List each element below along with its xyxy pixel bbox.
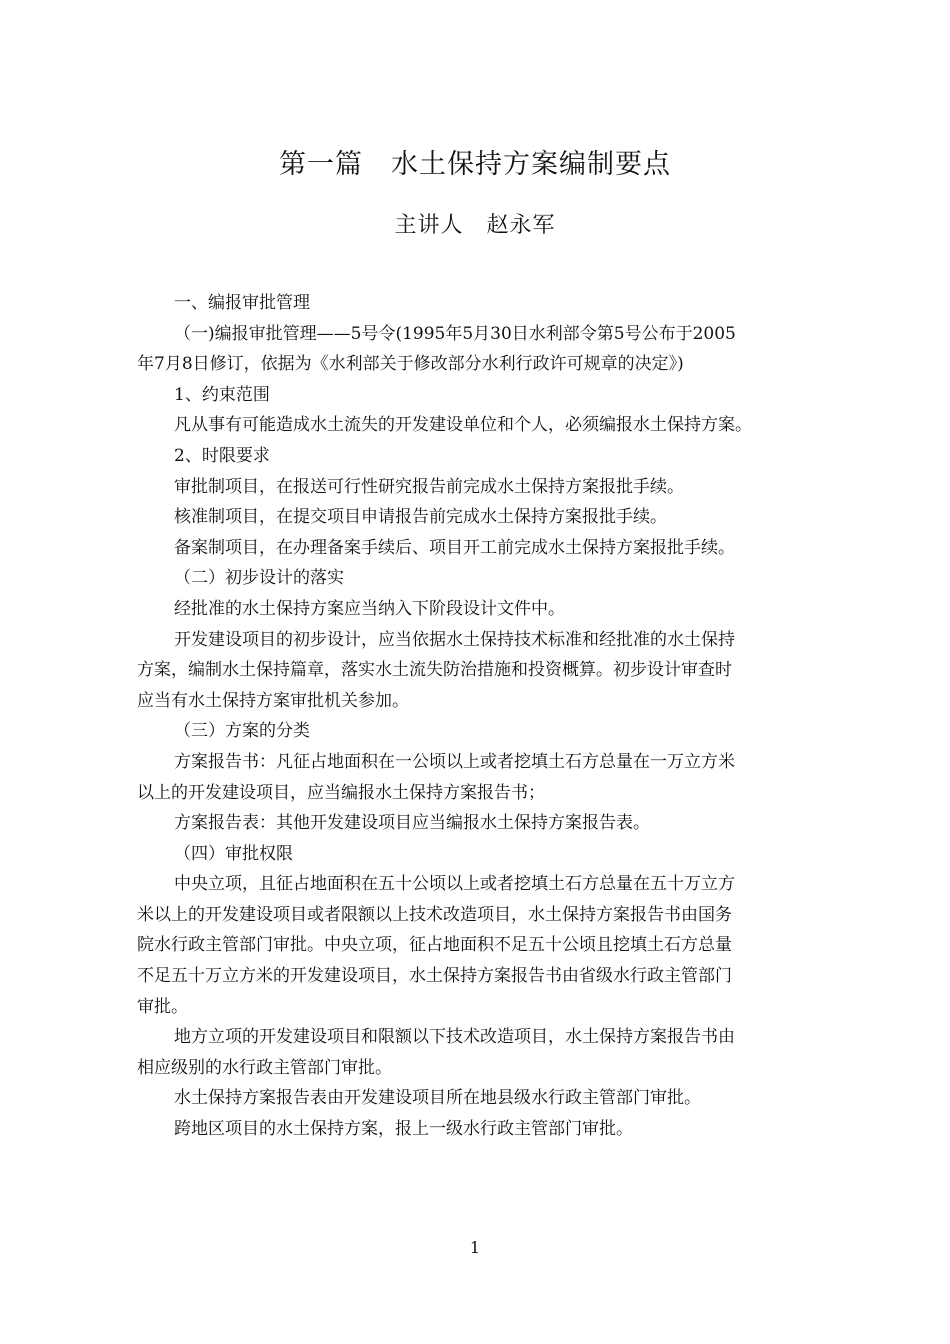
text-line: 以上的开发建设项目，应当编报水土保持方案报告书； — [137, 782, 545, 803]
text-line: 方案，编制水土保持篇章，落实水土流失防治措施和投资概算。初步设计审查时 — [137, 660, 732, 681]
text-line: 应当有水土保持方案审批机关参加。 — [137, 690, 409, 711]
text-line: 1、约束范围 — [174, 384, 270, 405]
text-line: 开发建设项目的初步设计，应当依据水土保持技术标准和经批准的水土保持 — [174, 629, 735, 650]
text-line: 核准制项目，在提交项目申请报告前完成水土保持方案报批手续。 — [174, 507, 667, 528]
text-line: 中央立项，且征占地面积在五十公顷以上或者挖填土石方总量在五十万立方 — [174, 874, 735, 895]
author-line: 主讲人 赵永军 — [394, 213, 556, 238]
text-line: 审批制项目，在报送可行性研究报告前完成水土保持方案报批手续。 — [174, 476, 684, 497]
document-body — [137, 288, 817, 1145]
text-line: 方案报告表：其他开发建设项目应当编报水土保持方案报告表。 — [174, 813, 650, 834]
text-line: 备案制项目，在办理备案手续后、项目开工前完成水土保持方案报批手续。 — [174, 537, 735, 558]
text-line: 方案报告书：凡征占地面积在一公顷以上或者挖填土石方总量在一万立方米 — [174, 751, 735, 772]
text-line: 地方立项的开发建设项目和限额以下技术改造项目，水土保持方案报告书由 — [174, 1027, 735, 1048]
text-line: （三）方案的分类 — [174, 721, 310, 742]
text-line: 一、编报审批管理 — [174, 293, 310, 313]
document-title: 第一篇 水土保持方案编制要点 — [279, 149, 671, 180]
text-line: 跨地区项目的水土保持方案，报上一级水行政主管部门审批。 — [174, 1119, 633, 1140]
text-line: （四）审批权限 — [174, 843, 293, 864]
text-line: 水土保持方案报告表由开发建设项目所在地县级水行政主管部门审批。 — [174, 1088, 701, 1109]
text-line: （二）初步设计的落实 — [174, 568, 344, 589]
text-line: 经批准的水土保持方案应当纳入下阶段设计文件中。 — [174, 598, 565, 619]
text-line: 米以上的开发建设项目或者限额以上技术改造项目，水土保持方案报告书由国务 — [137, 904, 732, 925]
page-number: 1 — [469, 1238, 481, 1257]
text-line: 不足五十万立方米的开发建设项目，水土保持方案报告书由省级水行政主管部门 — [137, 966, 732, 987]
text-line: 相应级别的水行政主管部门审批。 — [137, 1057, 392, 1078]
text-line: 院水行政主管部门审批。中央立项，征占地面积不足五十公顷且挖填土石方总量 — [137, 935, 732, 956]
text-line: 审批。 — [137, 996, 188, 1017]
text-line: 凡从事有可能造成水土流失的开发建设单位和个人，必须编报水土保持方案。 — [174, 415, 752, 436]
text-line: 年7月8日修订，依据为《水利部关于修改部分水利行政许可规章的决定》) — [137, 354, 684, 375]
text-line: （一)编报审批管理——5号令(1995年5月30日水利部令第5号公布于2005 — [174, 323, 736, 344]
text-line: 2、时限要求 — [174, 445, 270, 466]
